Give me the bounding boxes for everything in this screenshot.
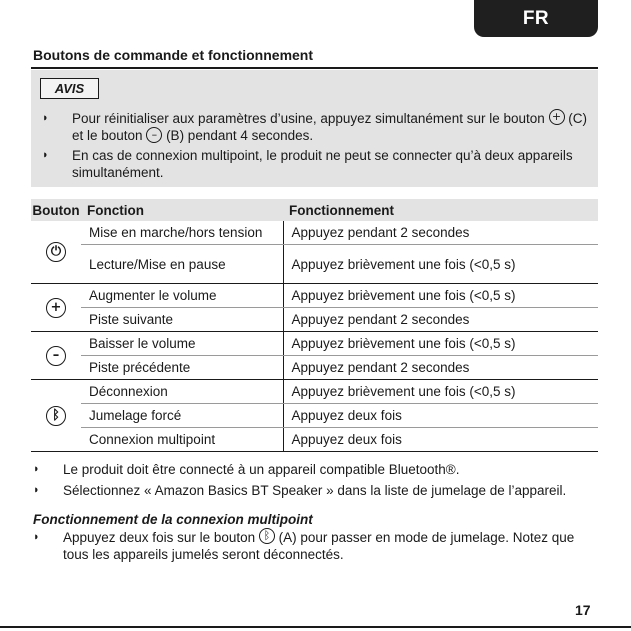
list-item [31,529,598,563]
table-header-row [31,199,598,221]
multipoint-list [31,529,598,563]
bottom-divider [0,626,631,628]
operation-cell: Appuyez brièvement une fois (<0,5 s) [283,245,598,284]
button-cell [31,380,81,452]
notice-box [31,70,598,187]
table-row [31,380,598,404]
function-cell: Jumelage forcé [81,404,283,428]
bullet-icon: ◗ [42,112,49,124]
table-row [31,404,598,428]
minus-icon: – [46,346,66,366]
table-row [31,356,598,380]
notice-label: AVIS [40,78,99,99]
table-row [31,308,598,332]
notice-text: Pour réinitialiser aux paramètres d’usine, appuyez simultanément sur le bouton [72,111,549,126]
header-fonctionnement: Fonctionnement [283,199,598,221]
notice-text: En cas de connexion multipoint, le produit ne peut se connecter qu’à deux appareils simultanément. [72,147,573,180]
operation-cell: Appuyez pendant 2 secondes [283,221,598,245]
table-row [31,428,598,452]
table-row [31,221,598,245]
function-cell: Piste précédente [81,356,283,380]
bullet-icon: ◗ [33,484,40,496]
operation-cell: Appuyez brièvement une fois (<0,5 s) [283,332,598,356]
button-cell [31,332,81,380]
list-item [31,482,598,499]
operation-cell: Appuyez pendant 2 secondes [283,356,598,380]
page-number: 17 [575,602,591,618]
function-cell: Connexion multipoint [81,428,283,452]
notice-text: (B) pendant 4 secondes. [162,128,314,144]
table-row [31,332,598,356]
function-cell: Baisser le volume [81,332,283,356]
minus-icon: – [146,127,162,143]
function-cell: Lecture/Mise en pause [81,245,283,284]
title-divider [31,67,598,69]
operation-cell: Appuyez brièvement une fois (<0,5 s) [283,284,598,308]
section-title: Boutons de commande et fonctionnement [33,47,314,63]
header-bouton: Bouton [31,199,81,221]
function-cell: Déconnexion [81,380,283,404]
controls-table [31,199,598,452]
notice-list [31,110,598,183]
bullet-icon: ◗ [33,463,40,475]
multipoint-title: Fonctionnement de la connexion multipoint [33,512,313,527]
bluetooth-icon: ᛒ [259,528,275,544]
info-list [31,461,598,503]
operation-cell: Appuyez brièvement une fois (<0,5 s) [283,380,598,404]
function-cell: Mise en marche/hors tension [81,221,283,245]
function-cell: Augmenter le volume [81,284,283,308]
function-cell: Piste suivante [81,308,283,332]
list-item-text: (A) pour passer en mode de jumelage. Notez que tous les appareils jumelés seront déconnectés. [63,530,575,563]
notice-item [31,147,598,181]
button-cell [31,284,81,332]
language-tab: FR [474,0,598,37]
table-row [31,284,598,308]
table-row [31,245,598,284]
plus-icon: + [549,109,565,125]
bullet-icon: ◗ [33,531,40,543]
bullet-icon: ◗ [42,148,49,161]
operation-cell: Appuyez pendant 2 secondes [283,308,598,332]
list-item-text: Appuyez deux fois sur le bouton [63,530,259,545]
plus-icon: + [46,298,66,318]
list-item [31,461,598,478]
operation-cell: Appuyez deux fois [283,404,598,428]
bluetooth-icon: ᛒ [46,406,66,426]
list-item-text: Sélectionnez « Amazon Basics BT Speaker » dans la liste de jumelage de l’appareil. [63,483,567,498]
power-icon: ⏻ [46,242,66,262]
header-fonction: Fonction [81,199,283,221]
notice-item [31,110,598,145]
operation-cell: Appuyez deux fois [283,428,598,452]
list-item-text: Le produit doit être connecté à un appareil compatible Bluetooth®. [63,462,460,477]
button-cell [31,221,81,284]
notice-text: (C) et le bouton [72,111,588,144]
